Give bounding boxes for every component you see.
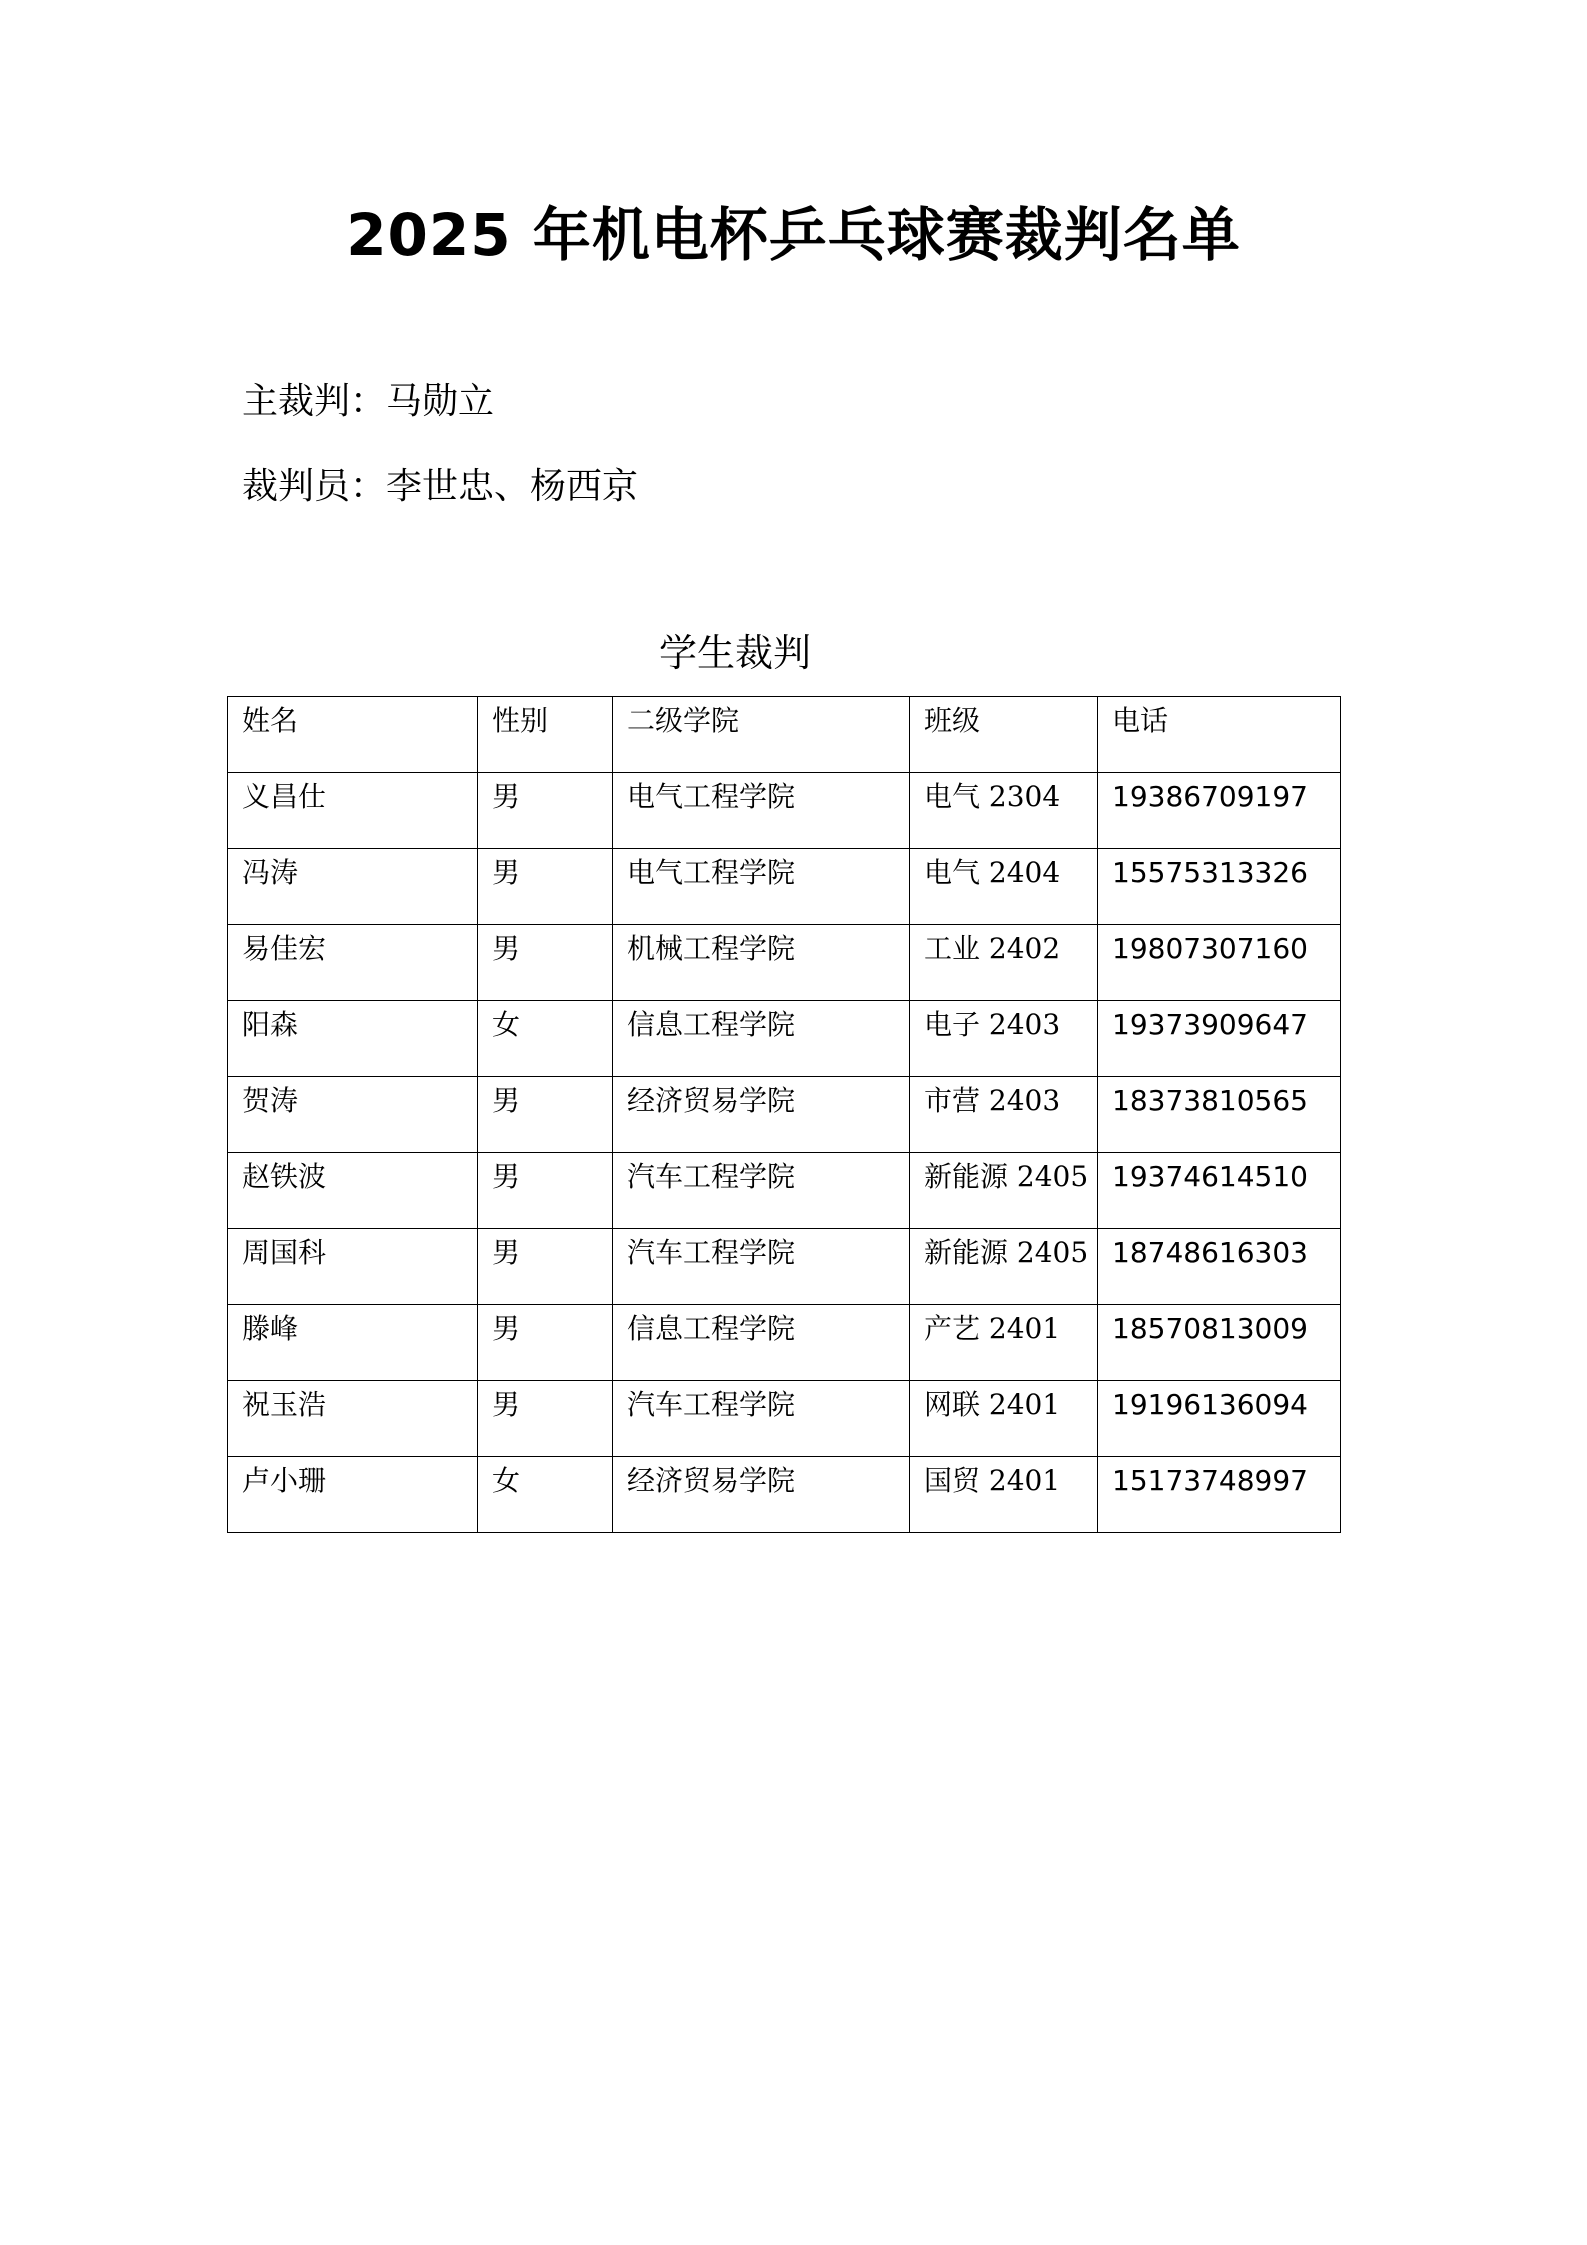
cell-gender: 女 (478, 1457, 613, 1533)
cell-gender: 男 (478, 849, 613, 925)
cell-name: 冯涛 (228, 849, 478, 925)
cell-phone: 19196136094 (1098, 1381, 1341, 1457)
table-header-row (228, 697, 1341, 773)
cell-class: 电气 2304 (910, 773, 1098, 849)
cell-name: 义昌仕 (228, 773, 478, 849)
cell-gender: 男 (478, 1305, 613, 1381)
cell-class: 产艺 2401 (910, 1305, 1098, 1381)
table-row (228, 1001, 1341, 1077)
cell-phone: 18748616303 (1098, 1229, 1341, 1305)
cell-college: 经济贸易学院 (613, 1457, 910, 1533)
cell-phone: 19373909647 (1098, 1001, 1341, 1077)
cell-phone: 15173748997 (1098, 1457, 1341, 1533)
table-row (228, 1229, 1341, 1305)
cell-name: 阳森 (228, 1001, 478, 1077)
cell-college: 机械工程学院 (613, 925, 910, 1001)
cell-gender: 女 (478, 1001, 613, 1077)
table-row (228, 1305, 1341, 1381)
header-phone: 电话 (1098, 697, 1341, 773)
table-row (228, 925, 1341, 1001)
cell-name: 滕峰 (228, 1305, 478, 1381)
cell-name: 周国科 (228, 1229, 478, 1305)
cell-college: 汽车工程学院 (613, 1153, 910, 1229)
table-row (228, 849, 1341, 925)
cell-phone: 19386709197 (1098, 773, 1341, 849)
cell-college: 汽车工程学院 (613, 1381, 910, 1457)
cell-class: 工业 2402 (910, 925, 1098, 1001)
chief-referee-line: 主裁判：马勋立 (242, 381, 495, 422)
cell-gender: 男 (478, 1153, 613, 1229)
cell-college: 信息工程学院 (613, 1305, 910, 1381)
cell-college: 汽车工程学院 (613, 1229, 910, 1305)
table-row (228, 1381, 1341, 1457)
referees-line: 裁判员：李世忠、杨西京 (242, 466, 639, 507)
cell-phone: 18570813009 (1098, 1305, 1341, 1381)
cell-college: 经济贸易学院 (613, 1077, 910, 1153)
table-row (228, 1153, 1341, 1229)
cell-college: 信息工程学院 (613, 1001, 910, 1077)
table-row (228, 773, 1341, 849)
document-title: 2025 年机电杯乒乓球赛裁判名单 (346, 201, 1241, 269)
cell-class: 新能源 2405 (910, 1153, 1098, 1229)
cell-class: 新能源 2405 (910, 1229, 1098, 1305)
header-college: 二级学院 (613, 697, 910, 773)
cell-name: 祝玉浩 (228, 1381, 478, 1457)
cell-class: 国贸 2401 (910, 1457, 1098, 1533)
cell-phone: 19374614510 (1098, 1153, 1341, 1229)
table-row (228, 1077, 1341, 1153)
cell-gender: 男 (478, 1381, 613, 1457)
cell-phone: 19807307160 (1098, 925, 1341, 1001)
cell-name: 贺涛 (228, 1077, 478, 1153)
cell-gender: 男 (478, 1229, 613, 1305)
cell-name: 卢小珊 (228, 1457, 478, 1533)
cell-class: 市营 2403 (910, 1077, 1098, 1153)
cell-class: 网联 2401 (910, 1381, 1098, 1457)
cell-class: 电子 2403 (910, 1001, 1098, 1077)
cell-college: 电气工程学院 (613, 849, 910, 925)
cell-phone: 15575313326 (1098, 849, 1341, 925)
header-name: 姓名 (228, 697, 478, 773)
header-gender: 性别 (478, 697, 613, 773)
student-referees-caption: 学生裁判 (658, 631, 811, 675)
cell-phone: 18373810565 (1098, 1077, 1341, 1153)
cell-name: 赵铁波 (228, 1153, 478, 1229)
cell-class: 电气 2404 (910, 849, 1098, 925)
student-referees-table (227, 696, 1341, 1533)
cell-college: 电气工程学院 (613, 773, 910, 849)
cell-gender: 男 (478, 925, 613, 1001)
cell-name: 易佳宏 (228, 925, 478, 1001)
cell-gender: 男 (478, 773, 613, 849)
table-row (228, 1457, 1341, 1533)
cell-gender: 男 (478, 1077, 613, 1153)
header-class: 班级 (910, 697, 1098, 773)
